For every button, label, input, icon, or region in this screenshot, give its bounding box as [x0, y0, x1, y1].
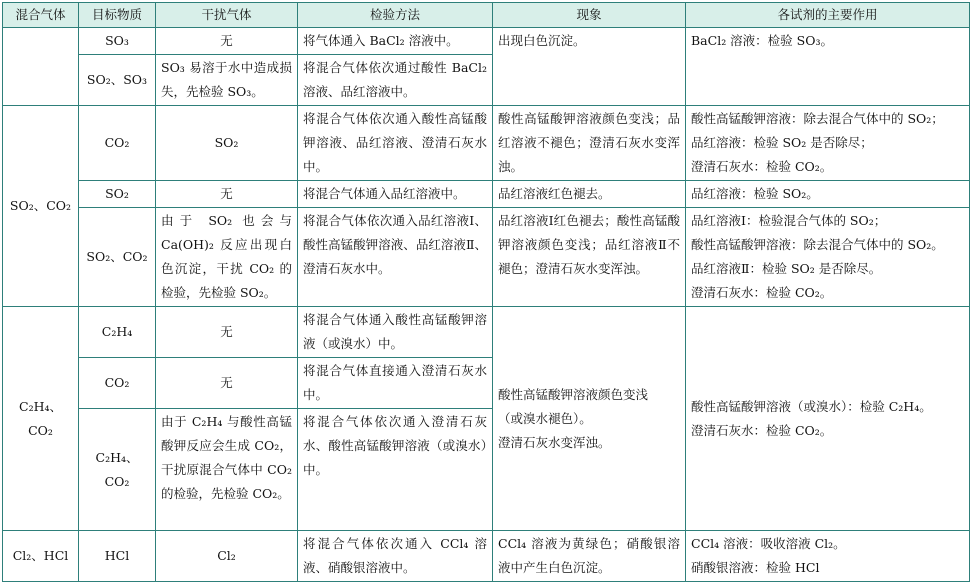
target-cell: SO₂、CO₂: [79, 208, 156, 307]
interference-cell: SO₃ 易溶于水中造成损失，先检验 SO₃。: [156, 55, 298, 106]
reagent-role-line: 硝酸银溶液：检验 HCl: [691, 560, 820, 575]
phenomenon-line: （或溴水褪色）。: [498, 410, 592, 426]
target-cell: HCl: [79, 531, 156, 582]
target-cell: SO₃: [79, 28, 156, 55]
reagent-roles-cell: [686, 106, 970, 181]
mixture-cell: Cl₂、HCl: [3, 531, 79, 582]
table-row: [3, 28, 970, 55]
table-row: [3, 106, 970, 181]
mixture-cell: [3, 28, 79, 106]
reagent-role-line: 酸性高锰酸钾溶液：除去混合气体中的 SO₂；: [691, 111, 944, 126]
reagent-role-line: 澄清石灰水：检验 CO₂。: [691, 422, 833, 438]
reagent-roles-cell: [686, 181, 970, 208]
reagent-roles-cell: [686, 208, 970, 307]
reagent-roles-cell: [686, 531, 970, 582]
mixture-cell: SO₂、CO₂: [3, 106, 79, 307]
target-cell: C₂H₄: [79, 307, 156, 358]
table-row: [3, 208, 970, 307]
reagent-role-line: BaCl₂ 溶液：检验 SO₃。: [691, 33, 833, 48]
reagent-roles-cell: [686, 307, 970, 531]
target-cell: SO₂、SO₃: [79, 55, 156, 106]
reagent-role-line: 澄清石灰水：检验 CO₂。: [691, 285, 833, 300]
interference-cell: SO₂: [156, 106, 298, 181]
phenomenon-cell: 酸性高锰酸钾溶液颜色变浅；品红溶液不褪色；澄清石灰水变浑浊。: [493, 106, 686, 181]
method-cell: 将混合气体依次通过酸性 BaCl₂ 溶液、品红溶液中。: [298, 55, 493, 106]
reagent-role-line: 酸性高锰酸钾溶液（或溴水）：检验 C₂H₄。: [691, 398, 932, 414]
method-cell: 将气体通入 BaCl₂ 溶液中。: [298, 28, 493, 55]
table-container: [2, 2, 970, 582]
method-cell: 将混合气体依次通入酸性高锰酸钾溶液、品红溶液、澄清石灰水中。: [298, 106, 493, 181]
reagent-role-line: 品红溶液Ⅱ：检验 SO₂ 是否除尽。: [691, 261, 882, 276]
phenomenon-cell: 出现白色沉淀。: [493, 28, 686, 106]
phenomenon-line: 酸性高锰酸钾溶液颜色变浅: [498, 386, 649, 402]
method-cell: 将混合气体通入品红溶液中。: [298, 181, 493, 208]
mixture-cell: C₂H₄、CO₂: [3, 307, 79, 531]
header-interference: 干扰气体: [156, 3, 298, 28]
interference-cell: 无: [156, 28, 298, 55]
method-cell: 将混合气体依次通入品红溶液Ⅰ、酸性高锰酸钾溶液、品红溶液Ⅱ、澄清石灰水中。: [298, 208, 493, 307]
interference-cell: Cl₂: [156, 531, 298, 582]
table-row: [3, 181, 970, 208]
phenomenon-cell: 品红溶液Ⅰ红色褪去；酸性高锰酸钾溶液颜色变浅；品红溶液Ⅱ不褪色；澄清石灰水变浑浊。: [493, 208, 686, 307]
header-row: [3, 3, 970, 28]
target-cell: SO₂: [79, 181, 156, 208]
header-phenomenon: 现象: [493, 3, 686, 28]
reagent-role-line: 澄清石灰水：检验 CO₂。: [691, 159, 833, 174]
gas-test-table: [2, 2, 970, 582]
header-method: 检验方法: [298, 3, 493, 28]
phenomenon-cell: 品红溶液红色褪去。: [493, 181, 686, 208]
method-cell: 将混合气体依次通入澄清石灰水、酸性高锰酸钾溶液（或溴水）中。: [298, 409, 493, 531]
method-cell: 将混合气体依次通入 CCl₄ 溶液、硝酸银溶液中。: [298, 531, 493, 582]
interference-cell: 由于 C₂H₄ 与酸性高锰酸钾反应会生成 CO₂，干扰原混合气体中 CO₂ 的检验，先检验 CO₂。: [156, 409, 298, 531]
reagent-role-line: 品红溶液：检验 SO₂ 是否除尽；: [691, 135, 873, 150]
header-target: 目标物质: [79, 3, 156, 28]
interference-cell: 由于 SO₂ 也会与 Ca(OH)₂ 反应出现白色沉淀，干扰 CO₂ 的检验，先检验 SO₂。: [156, 208, 298, 307]
header-mixture: 混合气体: [3, 3, 79, 28]
reagent-role-line: 品红溶液：检验 SO₂。: [691, 186, 819, 201]
method-cell: 将混合气体直接通入澄清石灰水中。: [298, 358, 493, 409]
reagent-role-line: 酸性高锰酸钾溶液：除去混合气体中的 SO₂。: [691, 237, 944, 252]
interference-cell: 无: [156, 181, 298, 208]
target-cell: CO₂: [79, 358, 156, 409]
reagent-role-line: 品红溶液Ⅰ：检验混合气体的 SO₂；: [691, 213, 887, 228]
method-cell: 将混合气体通入酸性高锰酸钾溶液（或溴水）中。: [298, 307, 493, 358]
phenomenon-cell: CCl₄ 溶液为黄绿色；硝酸银溶液中产生白色沉淀。: [493, 531, 686, 582]
reagent-role-line: CCl₄ 溶液：吸收溶液 Cl₂。: [691, 536, 846, 551]
phenomenon-line: 澄清石灰水变浑浊。: [498, 434, 611, 450]
table-row: [3, 531, 970, 582]
interference-cell: 无: [156, 358, 298, 409]
target-cell: C₂H₄、CO₂: [79, 409, 156, 531]
header-reagent-roles: 各试剂的主要作用: [686, 3, 970, 28]
target-cell: CO₂: [79, 106, 156, 181]
phenomenon-cell: [493, 307, 686, 531]
table-row: [3, 307, 970, 358]
interference-cell: 无: [156, 307, 298, 358]
reagent-roles-cell: [686, 28, 970, 106]
